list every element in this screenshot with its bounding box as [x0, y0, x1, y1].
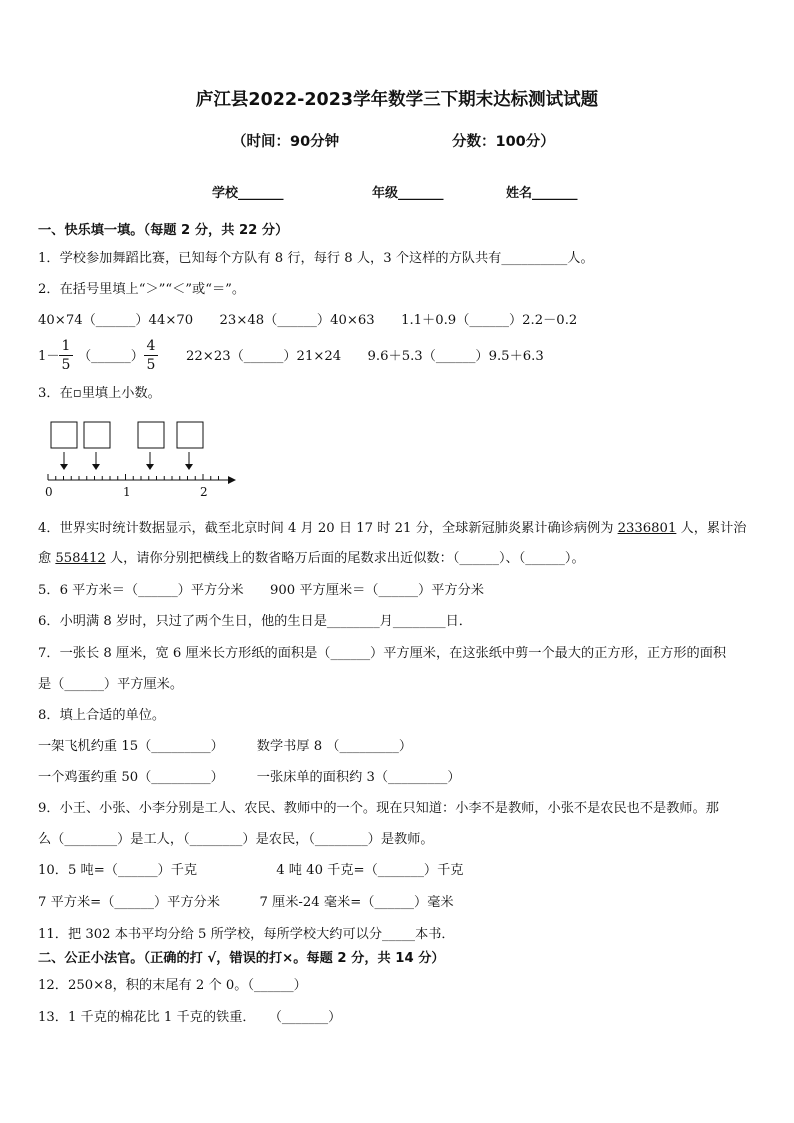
q4-text-c: 愈 [38, 551, 56, 566]
q2-row2-rest: 22×23（______）21×24 9.6＋5.3（______）9.5＋6.3 [186, 349, 544, 364]
q2-row2-prefix: 1－ [38, 349, 60, 364]
fraction-bar [59, 355, 73, 356]
tick-marks [48, 474, 219, 480]
question-12: 12．250×8，积的末尾有 2 个 0。（______） [38, 978, 307, 993]
answer-box-1 [51, 422, 77, 448]
question-5: 5．6 平方米＝（______）平方分米 900 平方厘米＝（______）平方分米 [38, 583, 484, 598]
axis-arrowhead [228, 476, 236, 484]
number-line-figure [38, 418, 248, 502]
question-1: 1．学校参加舞蹈比赛，已知每个方队有 8 行，每行 8 人，3 个这样的方队共有__________人。 [38, 251, 594, 266]
arrowhead-1 [60, 464, 68, 470]
score-label: 分数：100分） [452, 134, 555, 150]
question-7-line-1: 7．一张长 8 厘米，宽 6 厘米长方形纸的面积是（______）平方厘米，在这张纸中剪一个最大的正方形，正方形的面积 [38, 646, 727, 661]
q4-text-b: 人，累计治 [676, 521, 747, 536]
question-6: 6．小明满 8 岁时，只过了两个生日，他的生日是________月________日． [38, 614, 472, 629]
q4-text-a: 4．世界实时统计数据显示，截至北京时间 4 月 20 日 17 时 21 分，全球新冠肺炎累计确诊病例为 [38, 521, 618, 536]
confirmed-cases-number: 2336801 [617, 521, 677, 536]
question-10-row-1: 10．5 吨=（______）千克 4 吨 40 千克=（_______）千克 [38, 863, 464, 878]
grade-field[interactable]: 年级_______ [372, 186, 444, 201]
arrowhead-3 [146, 464, 154, 470]
question-10-row-2: 7 平方米=（______）平方分米 7 厘米-24 毫米=（______）毫米 [38, 895, 454, 910]
question-3: 3．在▫里填上小数。 [38, 386, 161, 401]
fraction-numerator: 4 [146, 338, 156, 354]
q2-row2-blank: （______） [78, 349, 144, 364]
question-8-row-2: 一个鸡蛋约重 50（_________） 一张床单的面积约 3（_________） [38, 770, 461, 785]
question-2: 2．在括号里填上“＞”“＜”或“＝”。 [38, 282, 246, 297]
question-7-line-2: 是（______）平方厘米。 [38, 677, 184, 692]
question-9-line-1: 9．小王、小张、小李分别是工人、农民、教师中的一个。现在只知道：小李不是教师，小张不是农民也不是教师。那 [38, 801, 719, 816]
fraction-one-fifth [59, 338, 73, 373]
tick-label-2: 2 [200, 485, 208, 499]
recovered-cases-number: 558412 [55, 551, 106, 566]
answer-box-3 [138, 422, 164, 448]
fraction-four-fifths [144, 338, 158, 373]
question-8: 8．填上合适的单位。 [38, 708, 166, 723]
arrowhead-4 [185, 464, 193, 470]
time-label: （时间：90分钟 [232, 134, 340, 150]
name-field[interactable]: 姓名_______ [506, 186, 578, 201]
tick-label-1: 1 [123, 485, 131, 499]
tick-label-0: 0 [45, 485, 53, 499]
arrowhead-2 [92, 464, 100, 470]
question-8-row-1: 一架飞机约重 15（_________） 数学书厚 8 （_________） [38, 739, 413, 754]
question-11: 11．把 302 本书平均分给 5 所学校，每所学校大约可以分_____本书． [38, 927, 455, 942]
fraction-numerator: 1 [61, 338, 71, 354]
question-2-row-1: 40×74（______）44×70 23×48（______）40×63 1.1＋0.9（______）2.2－0.2 [38, 313, 578, 328]
answer-box-2 [84, 422, 110, 448]
fraction-denominator: 5 [146, 357, 156, 373]
section-1-heading: 一、快乐填一填。（每题 2 分，共 22 分） [38, 223, 289, 238]
school-field[interactable]: 学校_______ [212, 186, 284, 201]
fraction-denominator: 5 [61, 357, 71, 373]
question-4-line-1 [38, 520, 746, 538]
question-4-line-2 [38, 550, 585, 568]
answer-box-4 [177, 422, 203, 448]
section-2-heading: 二、公正小法官。（正确的打 √，错误的打×。每题 2 分，共 14 分） [38, 951, 445, 966]
question-9-line-2: 么（________）是工人，（________）是农民，（________）是教师。 [38, 832, 434, 847]
fraction-bar [144, 355, 158, 356]
page-title: 庐江县2022-2023学年数学三下期末达标测试试题 [195, 90, 599, 110]
question-13: 13．1 千克的棉花比 1 千克的铁重． （_______） [38, 1010, 342, 1025]
q4-text-d: 人，请你分别把横线上的数省略万后面的尾数求出近似数：（______）、（______）。 [105, 551, 585, 566]
